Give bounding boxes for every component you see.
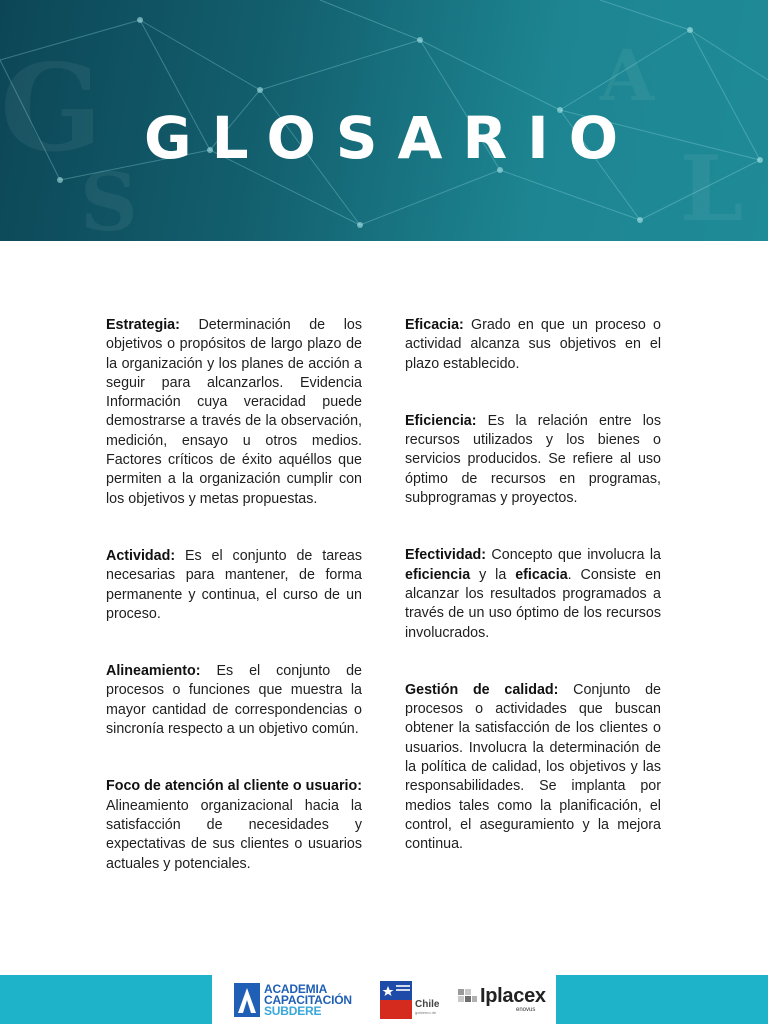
chile-label: Chile xyxy=(415,999,440,1010)
glossary-entry-efectividad xyxy=(405,546,661,642)
glossary-term: Eficiencia: xyxy=(405,412,477,429)
glossary-entry-eficacia xyxy=(405,316,661,374)
glossary-definition: Conjunto de procesos o actividades que buscan obtener la satisfacción de los clientes o usuarios. Involucra la determinación de la política de calidad, los objetivos y las responsabilidades. Se implanta por medios tales como la planificación, el control, el aseguramiento y la mejora continua. xyxy=(405,681,661,853)
glossary-definition: Grado en que un proceso o actividad alcanza sus objetivos en el plazo establecido. xyxy=(405,317,661,372)
academia-a-mark-icon xyxy=(234,983,260,1017)
glossary-entry-gestion-calidad xyxy=(405,681,661,855)
academia-line2: CAPACITACIÓN xyxy=(264,993,352,1007)
glossary-definition: Alineamiento organizacional hacia la satisfacción de necesidades y expectativas de sus clientes o usuarios actuales y potenciales. xyxy=(106,797,362,872)
page-title: GLOSARIO xyxy=(143,104,638,172)
glossary-definition-part: Concepto que involucra la xyxy=(486,547,661,564)
footer-accent-bar-left xyxy=(0,975,212,1024)
glossary-entry-actividad xyxy=(106,547,362,624)
glossary-term: Foco de atención al cliente o usuario: xyxy=(106,778,362,795)
iplacex-squares-icon xyxy=(458,987,478,1007)
glossary-column-right xyxy=(405,316,661,893)
glossary-column-left xyxy=(106,316,362,912)
academia-line1: ACADEMIA xyxy=(264,982,328,996)
header-banner xyxy=(0,0,768,241)
glossary-entry-eficiencia xyxy=(405,412,661,508)
glossary-term: Eficacia: xyxy=(405,317,464,333)
glossary-definition: Es la relación entre los recursos utilizados y los bienes o servicios producidos. Se refiere al uso óptimo de recursos en programas, subprogramas y proyectos. xyxy=(405,412,661,507)
glossary-term: Alineamiento: xyxy=(106,663,201,680)
iplacex-label: Iplacex xyxy=(480,985,546,1007)
chile-sub-label: gobierno de xyxy=(415,1010,437,1015)
chile-flag-icon xyxy=(380,981,412,1019)
glossary-emphasis: eficiencia xyxy=(405,566,471,583)
glossary-entry-estrategia xyxy=(106,316,362,509)
svg-text:L: L xyxy=(680,136,744,241)
glossary-entry-foco-atencion xyxy=(106,777,362,873)
glossary-emphasis: eficacia xyxy=(515,566,568,583)
academia-line3: SUBDERE xyxy=(264,1004,322,1018)
glossary-term: Efectividad: xyxy=(405,547,487,564)
glossary-definition-part: y la xyxy=(470,566,516,583)
glossary-term: Gestión de calidad: xyxy=(405,681,559,698)
glossary-term: Actividad: xyxy=(106,547,176,564)
glossary-term: Estrategia: xyxy=(106,317,180,333)
svg-text:A: A xyxy=(600,34,655,117)
glossary-definition: Es el conjunto de procesos o funciones que muestra la mayor cantidad de correspondencias o sincronía respecto a un objetivo común. xyxy=(106,663,362,738)
iplacex-logo xyxy=(458,987,568,1017)
glossary-entry-alineamiento xyxy=(106,662,362,739)
gobierno-chile-logo xyxy=(380,981,440,1021)
glossary-definition: Es el conjunto de tareas necesarias para mantener, de forma permanente y continua, el curso de un proceso. xyxy=(106,547,362,622)
glossary-definition-part: . Consiste en alcanzar los resultados programados a través de un uso óptimo de los recursos involucrados. xyxy=(405,566,661,641)
iplacex-sub-label: enovus xyxy=(516,1007,536,1013)
svg-text:G: G xyxy=(0,38,103,179)
svg-text:S: S xyxy=(80,155,138,241)
footer-accent-bar-right xyxy=(556,975,768,1024)
glossary-definition: Determinación de los objetivos o propósitos de largo plazo de la organización y los planes de acción a seguir para alcanzarlos. Evidencia Información cuya veracidad puede demostrarse a través de la observación, medición, ensayo u otros medios. Factores críticos de éxito aquéllos que permiten a la organización cumplir con los objetivos y metas propuestas. xyxy=(106,317,362,507)
footer xyxy=(0,975,768,1024)
